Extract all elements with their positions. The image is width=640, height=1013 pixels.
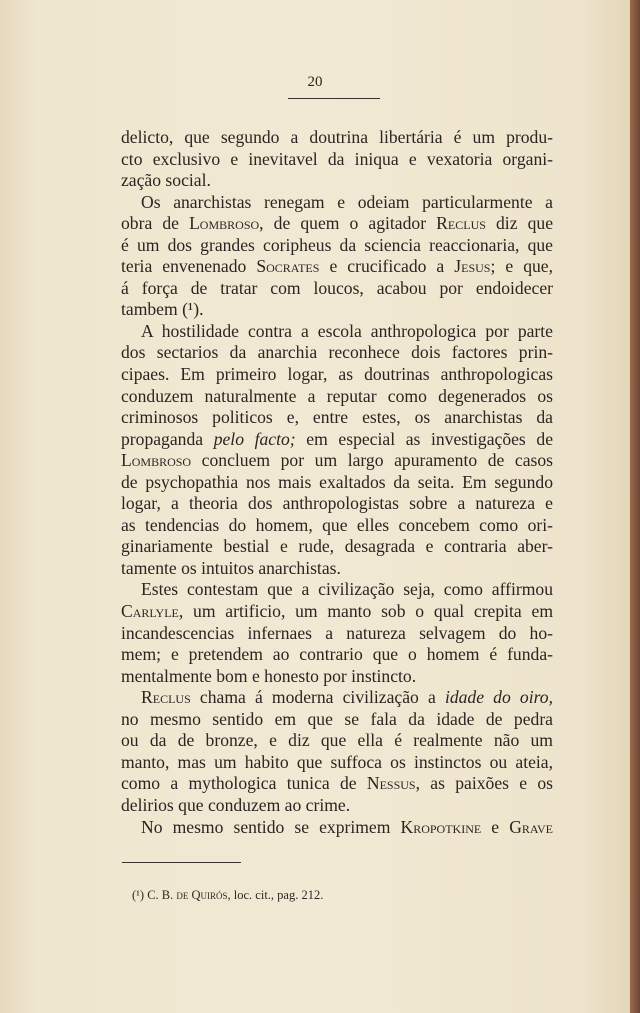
text-line: cipaes. Em primeiro logar, as doutrinas anthropologicas: [121, 364, 553, 385]
text-line: logar, a theoria dos anthropologistas sobre a natureza e: [121, 493, 553, 514]
text-line: delicto, que segundo a doutrina libertária é um produ-: [121, 127, 553, 147]
text-line: no mesmo sentido em que se fala da idade de pedra: [121, 708, 553, 729]
text-line: incandescencias infernaes a natureza selvagem do ho-: [121, 622, 553, 643]
footnote-rule: [122, 862, 241, 863]
footnote: (¹) C. B. de Quirós, loc. cit., pag. 212.: [132, 888, 324, 902]
text-line: No mesmo sentido se exprimem Kropotkine e Grave: [141, 816, 554, 837]
text-line: criminosos politicos e, entre estes, os anarchistas da: [121, 407, 553, 428]
text-line: propaganda pelo facto; em especial as investigações de: [121, 428, 554, 449]
text-line: delirios que conduzem ao crime.: [121, 794, 351, 815]
text-line: tamente os intuitos anarchistas.: [121, 557, 341, 578]
page-number: 20: [307, 74, 323, 90]
text-line: tambem (¹).: [121, 299, 204, 320]
text-line: Lombroso concluem por um largo apuramento de casos: [121, 450, 553, 471]
text-line: as tendencias do homem, que elles concebem como ori-: [121, 514, 553, 535]
text-line: cto exclusivo e inevitavel da iniqua e vexatoria organi-: [121, 148, 553, 169]
text-line: Reclus chama á moderna civilização a idade do oiro,: [141, 687, 553, 708]
text-line: á força de tratar com loucos, acabou por endoidecer: [121, 277, 553, 298]
text-line: é um dos grandes coripheus da sciencia reaccionaria, que: [121, 234, 553, 255]
text-line: manto, mas um habito que suffoca os instinctos ou ateia,: [121, 751, 553, 772]
body-text: [121, 127, 553, 838]
text-line: conduzem naturalmente a reputar como degenerados os: [121, 385, 553, 406]
text-line: mentalmente bom e honesto por instincto.: [121, 665, 417, 686]
text-line: zação social.: [121, 170, 211, 191]
text-line: dos sectarios da anarchia reconhece dois factores prin-: [121, 342, 553, 363]
text-line: de psychopathia nos mais exaltados da seita. Em segundo: [121, 471, 553, 492]
text-line: como a mythologica tunica de Nessus, as paixões e os: [121, 773, 553, 794]
book-edge: [630, 0, 640, 1013]
text-line: obra de Lombroso, de quem o agitador Reclus diz que: [121, 213, 554, 234]
text-line: ginariamente bestial e rude, desagrada e contraria aber-: [121, 536, 553, 557]
text-line: Estes contestam que a civilização seja, como affirmou: [141, 579, 553, 600]
text-line: ou da de bronze, e diz que ella é realmente não um: [121, 730, 553, 751]
text-line: A hostilidade contra a escola anthropologica por parte: [141, 320, 553, 341]
header-rule: [288, 98, 380, 99]
text-line: teria envenenado Socrates e crucificado a Jesus; e que,: [121, 256, 553, 277]
text-line: Carlyle, um artificio, um manto sob o qual crepita em: [121, 601, 553, 622]
text-line: Os anarchistas renegam e odeiam particularmente a: [141, 191, 553, 212]
text-line: mem; e pretendem ao contrario que o homem é funda-: [121, 644, 553, 665]
